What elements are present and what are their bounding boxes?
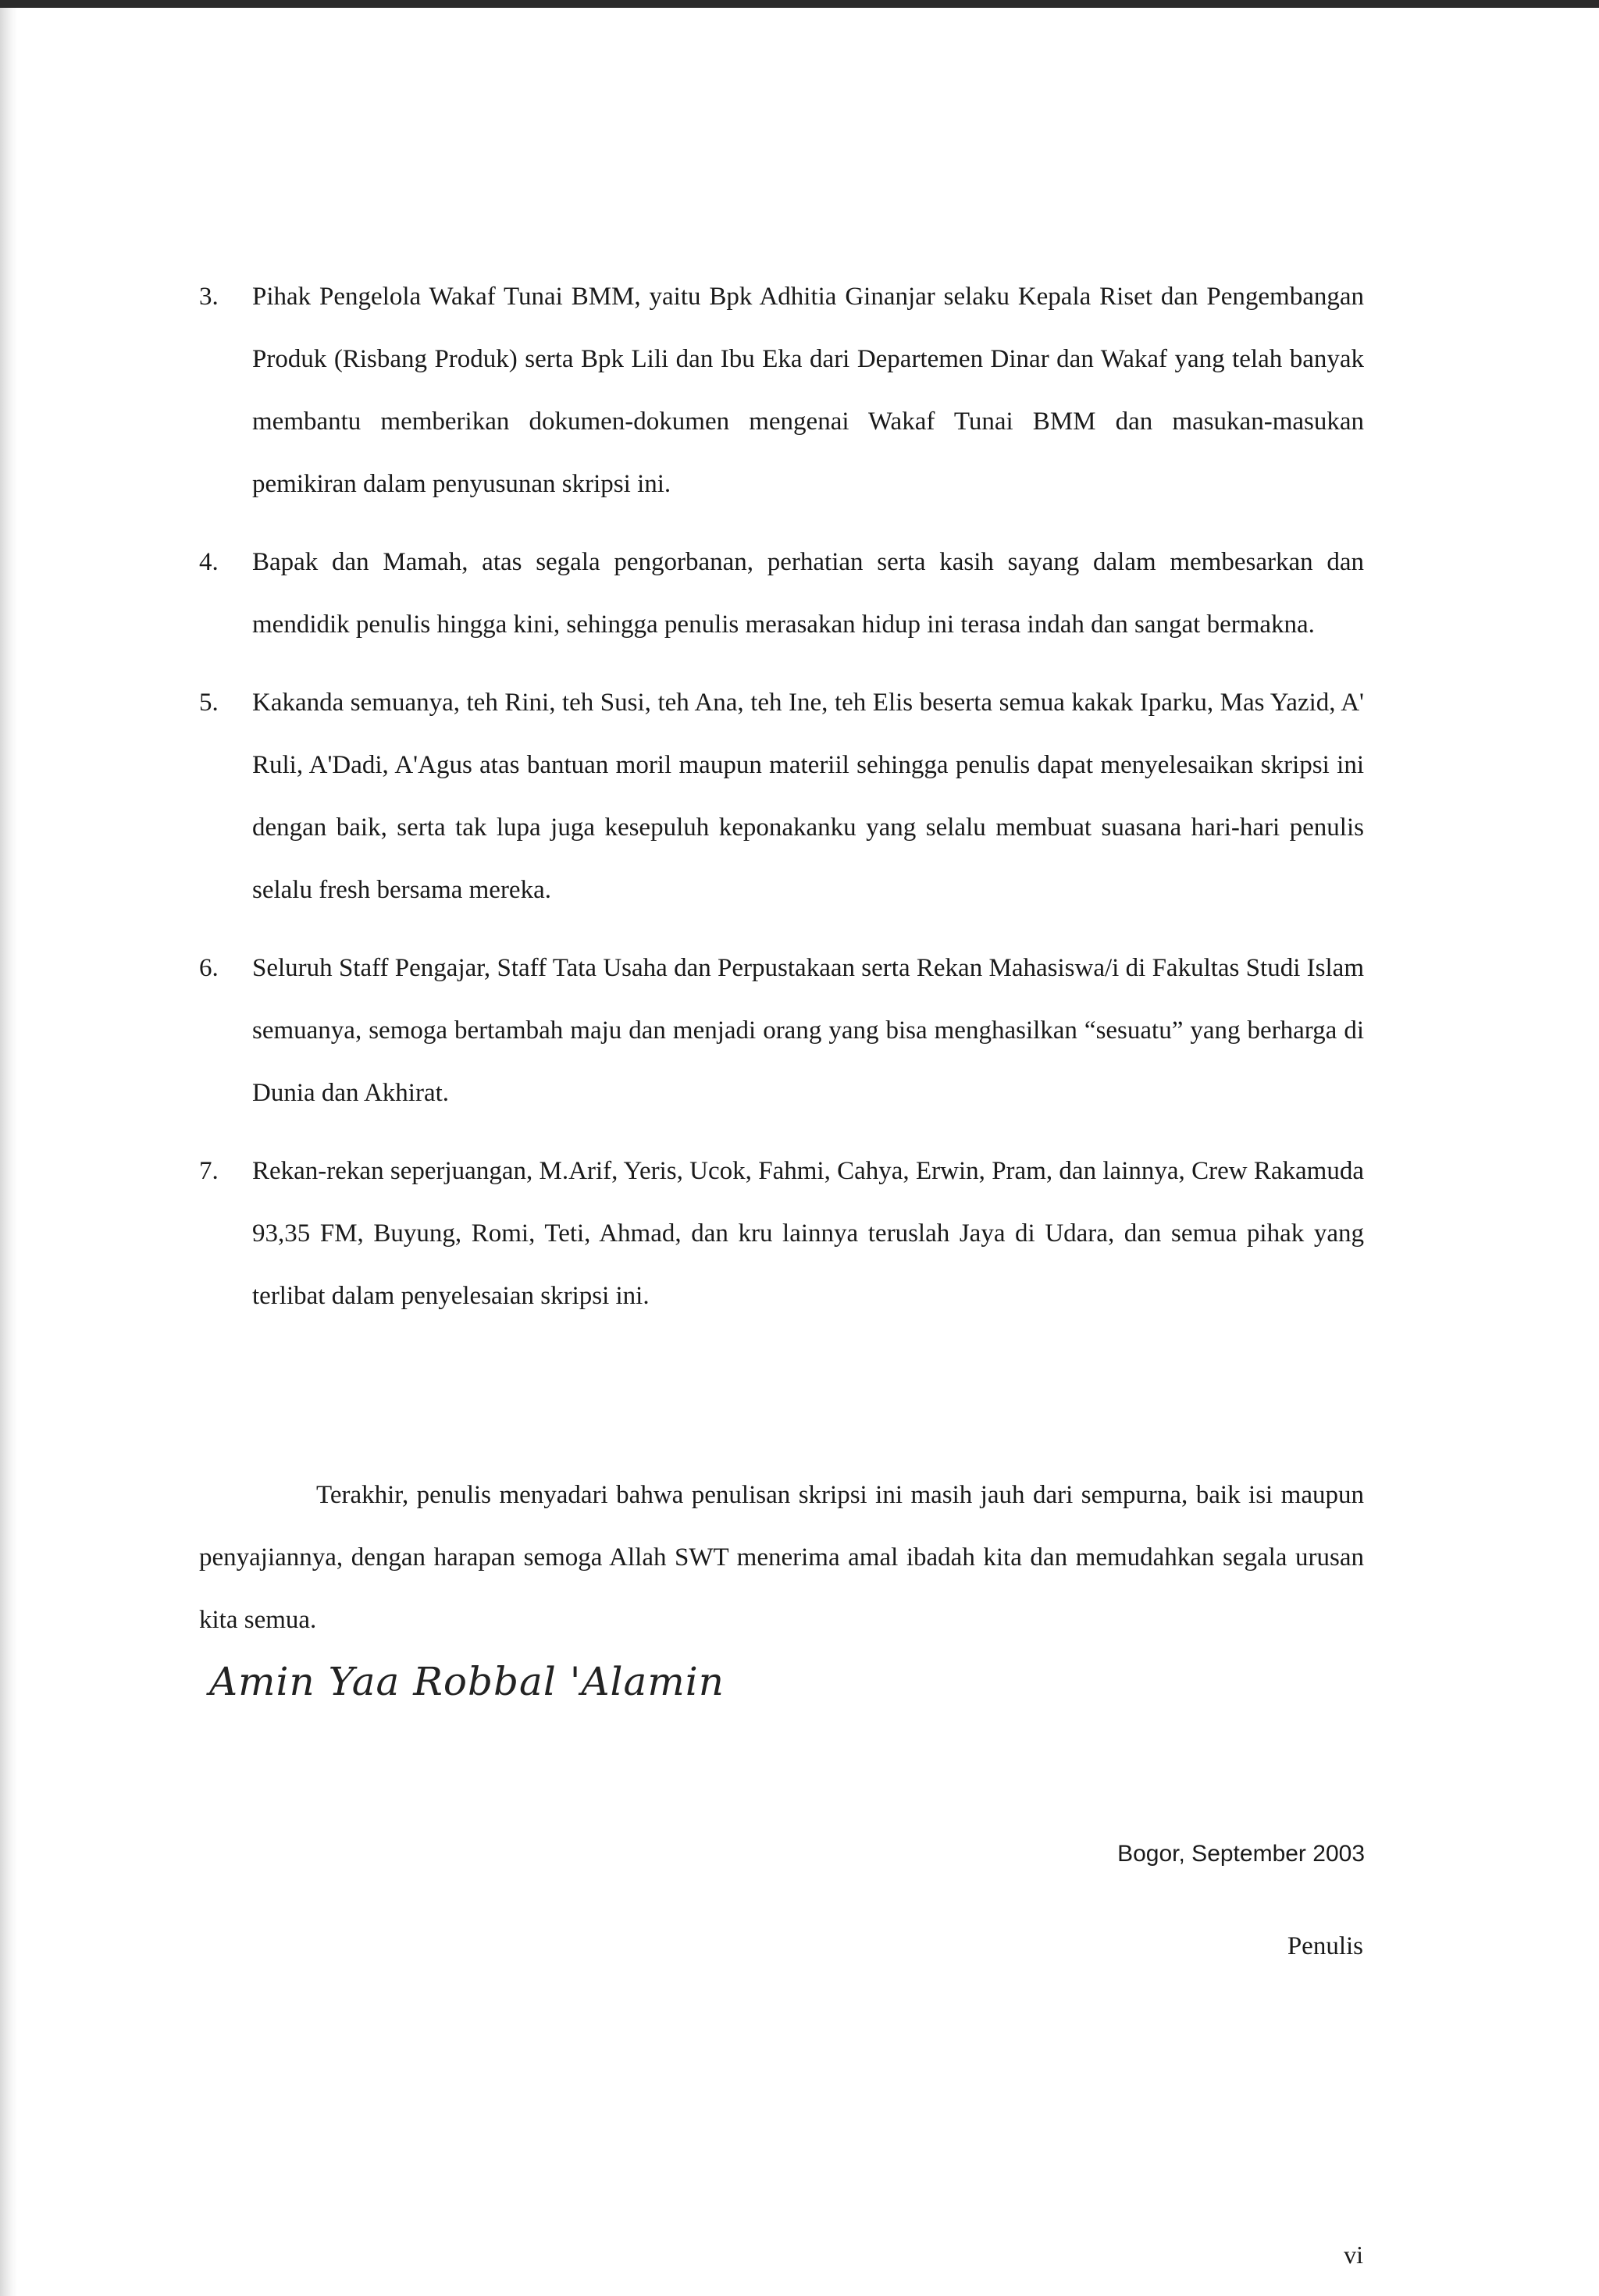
item-number: 4. bbox=[199, 548, 219, 576]
list-item bbox=[199, 937, 1364, 1124]
scan-left-edge bbox=[0, 8, 17, 2296]
list-item bbox=[199, 531, 1364, 656]
scan-top-edge bbox=[0, 0, 1599, 8]
closing-prayer-script: Amin Yaa Robbal 'Alamin bbox=[209, 1659, 725, 1704]
place-date: Bogor, September 2003 bbox=[1117, 1841, 1365, 1867]
item-text: Bapak dan Mamah, atas segala pengorbanan, perhatian serta kasih sayang dalam membesarkan dan mendidik penulis hingga kini, sehingga penulis merasakan hidup ini terasa indah dan sangat bermakna. bbox=[252, 548, 1364, 639]
item-text: Seluruh Staff Pengajar, Staff Tata Usaha dan Perpustakaan serta Rekan Mahasiswa/i di Fakultas Studi Islam semuanya, semoga bertambah maju dan menjadi orang yang bisa menghasilkan “sesuatu” yang berharga di Dunia dan Akhirat. bbox=[252, 954, 1364, 1107]
item-number: 7. bbox=[199, 1157, 219, 1185]
acknowledgement-list bbox=[199, 265, 1364, 1343]
author-label: Penulis bbox=[1287, 1932, 1363, 1960]
item-text: Pihak Pengelola Wakaf Tunai BMM, yaitu Bpk Adhitia Ginanjar selaku Kepala Riset dan Pengembangan Produk (Risbang Produk) serta Bpk Lili dan Ibu Eka dari Departemen Dinar dan Wakaf yang telah banyak membantu memberikan dokumen-dokumen mengenai Wakaf Tunai BMM dan masukan-masukan pemikiran dalam penyusunan skripsi ini. bbox=[252, 283, 1364, 498]
list-item bbox=[199, 671, 1364, 921]
list-item bbox=[199, 265, 1364, 515]
list-item bbox=[199, 1140, 1364, 1327]
item-number: 5. bbox=[199, 689, 219, 717]
closing-paragraph: Terakhir, penulis menyadari bahwa penulisan skripsi ini masih jauh dari sempurna, baik isi maupun penyajiannya, dengan harapan semoga Allah SWT menerima amal ibadah kita dan memudahkan segala urusan kita semua. bbox=[199, 1481, 1364, 1634]
item-text: Kakanda semuanya, teh Rini, teh Susi, teh Ana, teh Ine, teh Elis beserta semua kakak Iparku, Mas Yazid, A' Ruli, A'Dadi, A'Agus atas bantuan moril maupun materiil sehingga penulis dapat menyelesaikan skripsi ini dengan baik, serta tak lupa juga kesepuluh keponakanku yang selalu membuat suasana hari-hari penulis selalu fresh bersama mereka. bbox=[252, 689, 1364, 904]
item-number: 3. bbox=[199, 283, 219, 311]
item-number: 6. bbox=[199, 954, 219, 982]
page-number: vi bbox=[1344, 2241, 1363, 2269]
item-text: Rekan-rekan seperjuangan, M.Arif, Yeris, Ucok, Fahmi, Cahya, Erwin, Pram, dan lainnya, Crew Rakamuda 93,35 FM, Buyung, Romi, Teti, Ahmad, dan kru lainnya teruslah Jaya di Udara, dan semua pihak yang terlibat dalam penyelesaian skripsi ini. bbox=[252, 1157, 1364, 1310]
